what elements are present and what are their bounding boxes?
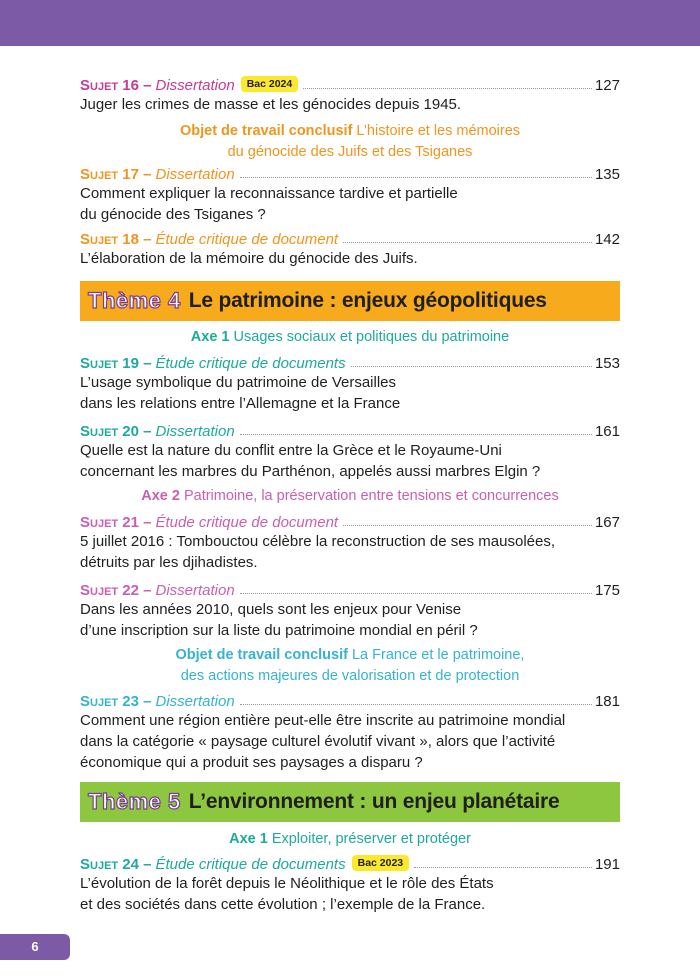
section-text: L’histoire et les mémoires [352, 123, 521, 139]
sujet-title-line2: d’une inscription sur la liste du patrimoine mondial en péril ? [80, 622, 478, 639]
dot-leader [240, 704, 592, 705]
theme-5-banner [80, 782, 620, 822]
section-axe-1 [80, 327, 620, 348]
section-axe-2 [80, 486, 620, 507]
section-text: Exploiter, préserver et protéger [267, 831, 471, 847]
sujet-type: Étude critique de document [155, 514, 339, 531]
sujet-title-line1: Dans les années 2010, quels sont les enjeux pour Venise [80, 601, 462, 618]
sujet-title-line1: Quelle est la nature du conflit entre la Grèce et le Royaume-Uni [80, 442, 502, 459]
section-objet-conclusif-2 [80, 645, 620, 687]
page-number: 175 [594, 582, 620, 599]
sujet-title-line2: concernant les marbres du Parthénon, appelés aussi marbres Elgin ? [80, 463, 541, 480]
section-text: La France et le patrimoine, [347, 647, 525, 663]
page-number: 153 [594, 355, 620, 372]
dot-leader [351, 366, 592, 367]
page-number: 161 [594, 423, 620, 440]
sujet-title-line2: dans les relations entre l’Allemagne et la France [80, 395, 401, 412]
sujet-title-line2: dans la catégorie « paysage culturel évolutif vivant », alors que l’activité [80, 733, 556, 750]
top-color-bar [0, 0, 700, 46]
toc-entry-sujet-16[interactable] [80, 73, 620, 115]
bac-badge: Bac 2023 [352, 855, 410, 871]
section-axe-1-theme-5 [80, 829, 620, 850]
sujet-label: Sujet 23 – [80, 693, 152, 710]
page-number: 181 [594, 693, 620, 710]
sujet-label: Sujet 19 – [80, 355, 152, 372]
sujet-label: Sujet 20 – [80, 423, 152, 440]
toc-entry-sujet-24[interactable] [80, 852, 620, 915]
bac-badge: Bac 2024 [241, 76, 299, 92]
page-number: 127 [594, 77, 620, 94]
dot-leader [240, 593, 592, 594]
section-text: Usages sociaux et politiques du patrimoine [229, 329, 510, 345]
sujet-title-line1: L’évolution de la forêt depuis le Néolithique et le rôle des États [80, 875, 494, 892]
section-text-line2: des actions majeures de valorisation et de protection [180, 668, 520, 684]
section-bold: Axe 1 [229, 831, 268, 847]
toc-entry-sujet-19[interactable] [80, 351, 620, 414]
toc-entry-sujet-18[interactable] [80, 227, 620, 269]
sujet-title: Juger les crimes de masse et les génocides depuis 1945. [80, 96, 462, 113]
sujet-label: Sujet 22 – [80, 582, 152, 599]
section-bold: Axe 1 [190, 329, 230, 345]
dot-leader [303, 88, 592, 89]
sujet-type: Étude critique de document [155, 231, 339, 248]
page-number: 191 [594, 856, 620, 873]
dot-leader [343, 525, 592, 526]
toc-entry-sujet-17[interactable] [80, 162, 620, 225]
sujet-label: Sujet 21 – [80, 514, 152, 531]
sujet-label: Sujet 17 – [80, 166, 152, 183]
toc-entry-sujet-23[interactable] [80, 689, 620, 773]
sujet-type: Étude critique de documents [155, 856, 346, 873]
section-bold: Axe 2 [141, 488, 180, 504]
theme-title: L’environnement : un enjeu planétaire [188, 790, 560, 813]
sujet-title: L’élaboration de la mémoire du génocide des Juifs. [80, 250, 418, 267]
page-number: 167 [594, 514, 620, 531]
section-text: Patrimoine, la préservation entre tensions et concurrences [179, 488, 559, 504]
theme-title: Le patrimoine : enjeux géopolitiques [188, 289, 547, 312]
sujet-title-line1: Comment expliquer la reconnaissance tardive et partielle [80, 185, 458, 202]
sujet-type: Dissertation [155, 77, 235, 94]
sujet-title-line1: 5 juillet 2016 : Tombouctou célèbre la reconstruction de ses mausolées, [80, 533, 555, 550]
section-bold: Objet de travail conclusif [175, 647, 348, 663]
dot-leader [240, 177, 592, 178]
sujet-title-line1: L’usage symbolique du patrimoine de Versailles [80, 374, 397, 391]
dot-leader [240, 434, 592, 435]
page-number: 142 [594, 231, 620, 248]
toc-entry-sujet-22[interactable] [80, 578, 620, 641]
section-bold: Objet de travail conclusif [179, 123, 353, 139]
sujet-label: Sujet 18 – [80, 231, 152, 248]
sujet-label: Sujet 24 – [80, 856, 152, 873]
dot-leader [414, 867, 592, 868]
sujet-type: Dissertation [155, 166, 235, 183]
sujet-title-line2: du génocide des Tsiganes ? [80, 206, 266, 223]
sujet-type: Dissertation [155, 423, 235, 440]
sujet-title-line3: économique qui a produit ses paysages a disparu ? [80, 754, 423, 771]
section-objet-conclusif [80, 121, 620, 163]
toc-entry-sujet-20[interactable] [80, 419, 620, 482]
sujet-title-line2: détruits par les djihadistes. [80, 554, 258, 571]
sujet-label: Sujet 16 – [80, 77, 152, 94]
sujet-type: Dissertation [155, 693, 235, 710]
sujet-title-line1: Comment une région entière peut-elle être inscrite au patrimoine mondial [80, 712, 566, 729]
theme-word: Thème 5 [88, 789, 181, 814]
footer-page-number: 6 [0, 934, 70, 960]
page-number: 135 [594, 166, 620, 183]
sujet-type: Étude critique de documents [155, 355, 346, 372]
theme-4-banner [80, 281, 620, 321]
sujet-title-line2: et des sociétés dans cette évolution ; l’exemple de la France. [80, 896, 486, 913]
sujet-type: Dissertation [155, 582, 235, 599]
theme-word: Thème 4 [88, 288, 181, 313]
section-text-line2: du génocide des Juifs et des Tsiganes [227, 144, 473, 160]
toc-entry-sujet-21[interactable] [80, 510, 620, 573]
dot-leader [343, 242, 592, 243]
